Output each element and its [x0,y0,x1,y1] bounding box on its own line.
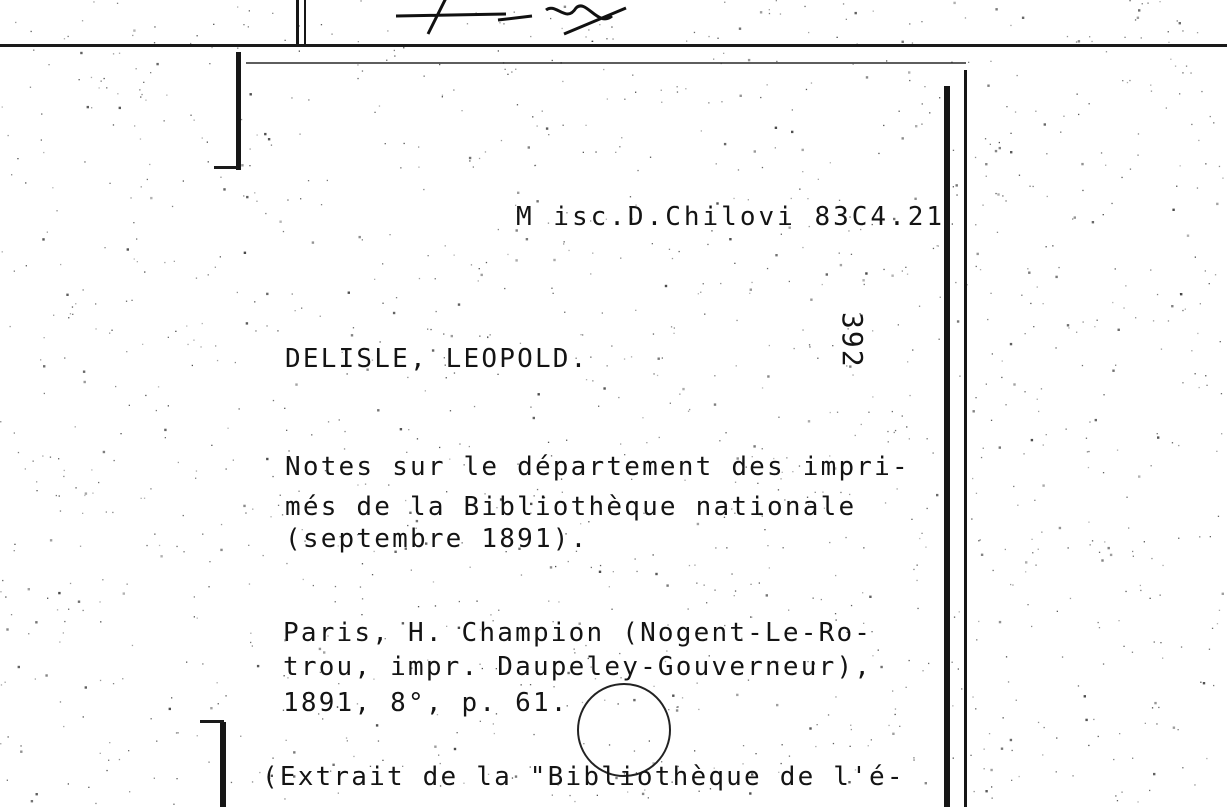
handwritten-annotation [386,0,676,44]
top-left-tick [296,0,299,44]
top-border-line [0,44,1227,47]
publication-line: Paris, H. Champion (Nogent-Le-Ro- [283,618,873,648]
call-number: M isc.D.Chilovi 83C4.21 [516,202,946,232]
title-line: més de la Bibliothèque nationale [285,492,857,522]
card-left-edge-lower [220,722,226,807]
title-line: Notes sur le département des impri- [285,452,910,482]
title-line: (septembre 1891). [285,524,589,554]
publication-line: 1891, 8°, p. 61. [283,688,569,718]
card-right-edge [944,86,950,807]
publication-line: trou, impr. Daupeley-Gouverneur), [283,652,873,682]
extract-note: (Extrait de la "Bibliothèque de l'é- [262,762,905,792]
card-left-edge [236,52,241,170]
card-left-notch-lower [200,720,224,723]
card-top-edge [246,62,966,64]
top-left-tick-2 [304,0,306,44]
author-heading: DELISLE, LEOPOLD. [285,344,589,374]
card-right-edge-inner [964,70,967,807]
side-number: 392 [836,312,869,369]
card-left-notch [214,166,238,169]
